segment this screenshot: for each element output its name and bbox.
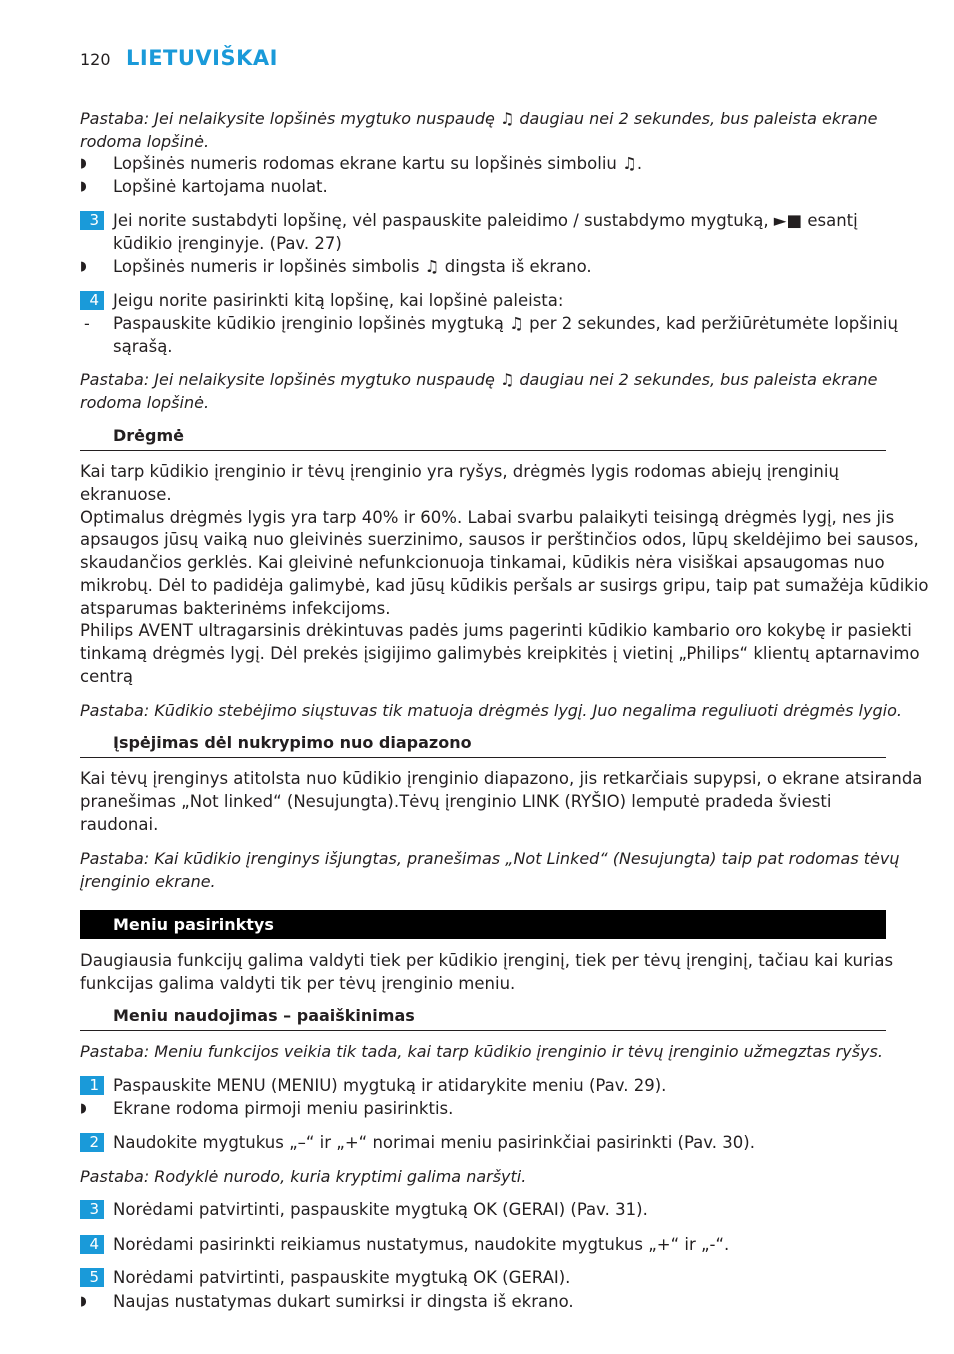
paragraph-line: raudonai. (80, 815, 159, 834)
dash-marker: - (84, 314, 90, 333)
step-text: Norėdami patvirtinti, paspauskite mygtuką OK (GERAI). (113, 1268, 571, 1287)
bullet-text: Ekrane rodoma pirmoji meniu pasirinktis. (113, 1099, 454, 1118)
note-text: Pastaba: Jei nelaikysite lopšinės mygtuko nuspaudę ♫ daugiau nei 2 sekundes, bus paleista ekrane (80, 370, 878, 389)
dash-text: sąrašą. (113, 337, 173, 356)
paragraph-line: mikrobų. Dėl to padidėja galimybė, kad jūsų kūdikis peršals ar susirgs gripu, taip pat sumažėja kūdikio (80, 576, 929, 595)
bullet-icon: ◗ (80, 259, 87, 274)
step-number-badge: 4 (80, 291, 104, 310)
paragraph-line: pranešimas „Not linked“ (Nesujungta).Tėvų įrenginio LINK (RYŠIO) lemputė pradeda šviesti (80, 792, 832, 811)
section-divider (80, 450, 886, 451)
section-divider (80, 1030, 886, 1031)
step-text: Naudokite mygtukus „–“ ir „+“ norimai meniu pasirinkčiai pasirinkti (Pav. 30). (113, 1133, 755, 1152)
step-number-badge: 5 (80, 1268, 104, 1287)
paragraph-line: atsparumas bakterinėms infekcijoms. (80, 599, 391, 618)
note-text: rodoma lopšinė. (80, 393, 210, 412)
bullet-text: Naujas nustatymas dukart sumirksi ir dingsta iš ekrano. (113, 1292, 574, 1311)
bullet-icon: ◗ (80, 1294, 87, 1309)
step-number-badge: 4 (80, 1235, 104, 1254)
section-divider (80, 757, 886, 758)
step-text: Jei norite sustabdyti lopšinę, vėl paspauskite paleidimo / sustabdymo mygtuką, ►■ esantį (113, 211, 858, 230)
paragraph-line: Daugiausia funkcijų galima valdyti tiek per kūdikio įrenginį, tiek per tėvų įrenginį, tačiau kai kurias (80, 951, 894, 970)
note-text: Pastaba: Kūdikio stebėjimo siųstuvas tik matuoja drėgmės lygį. Juo negalima reguliuoti drėgmės lygio. (80, 701, 902, 720)
bullet-icon: ◗ (80, 156, 87, 171)
note-text: įrenginio ekrane. (80, 872, 216, 891)
section-title-naudojimas: Meniu naudojimas – paaiškinimas (113, 1006, 415, 1025)
page-number: 120 (80, 50, 111, 69)
paragraph-line: funkcijas galima valdyti tik per tėvų įrenginio meniu. (80, 974, 516, 993)
note-text: Pastaba: Rodyklė nurodo, kuria kryptimi galima naršyti. (80, 1167, 527, 1186)
bullet-icon: ◗ (80, 179, 87, 194)
step-number-badge: 3 (80, 211, 104, 230)
section-title-meniu: Meniu pasirinktys (113, 915, 274, 934)
paragraph-line: skaudančios gerklės. Kai gleivinė nefunkcionuoja tinkamai, kūdikis nėra visiškai apsaugomas nuo (80, 553, 885, 572)
note-text: Pastaba: Jei nelaikysite lopšinės mygtuko nuspaudę ♫ daugiau nei 2 sekundes, bus paleista ekrane (80, 109, 878, 128)
note-text: Pastaba: Meniu funkcijos veikia tik tada, kai tarp kūdikio įrenginio ir tėvų įrenginio užmegztas ryšys. (80, 1042, 883, 1061)
step-text: Jeigu norite pasirinkti kitą lopšinę, kai lopšinė paleista: (113, 291, 564, 310)
note-text: Pastaba: Kai kūdikio įrenginys išjungtas, pranešimas „Not Linked“ (Nesujungta) taip pat rodomas tėvų (80, 849, 900, 868)
paragraph-line: Philips AVENT ultragarsinis drėkintuvas padės jums pagerinti kūdikio kambario oro kokybę ir pasiekti (80, 621, 912, 640)
paragraph-line: Kai tėvų įrenginys atitolsta nuo kūdikio įrenginio diapazono, jis retkarčiais supypsi, o ekrane atsiranda (80, 769, 923, 788)
bullet-text: Lopšinė kartojama nuolat. (113, 177, 328, 196)
bullet-text: Lopšinės numeris rodomas ekrane kartu su lopšinės simboliu ♫. (113, 154, 643, 173)
dash-text: Paspauskite kūdikio įrenginio lopšinės mygtuką ♫ per 2 sekundes, kad peržiūrėtumėte lopšinių (113, 314, 898, 333)
step-text: kūdikio įrenginyje. (Pav. 27) (113, 234, 342, 253)
paragraph-line: Optimalus drėgmės lygis yra tarp 40% ir 60%. Labai svarbu palaikyti teisingą drėgmės lygį, nes jis (80, 508, 895, 527)
step-number-badge: 1 (80, 1076, 104, 1095)
section-title-dregme: Drėgmė (113, 426, 184, 445)
paragraph-line: tinkamą drėgmės lygį. Dėl prekės įsigijimo galimybės kreipkitės į vietinį „Philips“ klientų aptarnavimo (80, 644, 920, 663)
paragraph-line: centrą (80, 667, 134, 686)
bullet-text: Lopšinės numeris ir lopšinės simbolis ♫ dingsta iš ekrano. (113, 257, 592, 276)
step-number-badge: 3 (80, 1200, 104, 1219)
bullet-icon: ◗ (80, 1101, 87, 1116)
step-number-badge: 2 (80, 1133, 104, 1152)
language-heading: LIETUVIŠKAI (126, 46, 278, 70)
step-text: Paspauskite MENU (MENIU) mygtuką ir atidarykite meniu (Pav. 29). (113, 1076, 667, 1095)
paragraph-line: ekranuose. (80, 485, 172, 504)
paragraph-line: Kai tarp kūdikio įrenginio ir tėvų įrenginio yra ryšys, drėgmės lygis rodomas abiejų įrenginių (80, 462, 839, 481)
step-text: Norėdami pasirinkti reikiamus nustatymus, naudokite mygtukus „+“ ir „-“. (113, 1235, 730, 1254)
step-text: Norėdami patvirtinti, paspauskite mygtuką OK (GERAI) (Pav. 31). (113, 1200, 648, 1219)
section-title-ispejimas: Įspėjimas dėl nukrypimo nuo diapazono (113, 733, 472, 752)
paragraph-line: apsaugos jūsų vaiką nuo gleivinės suerzinimo, sausos ir perštinčios odos, lūpų skeldėjimo bei sausos, (80, 530, 919, 549)
note-text: rodoma lopšinė. (80, 132, 210, 151)
